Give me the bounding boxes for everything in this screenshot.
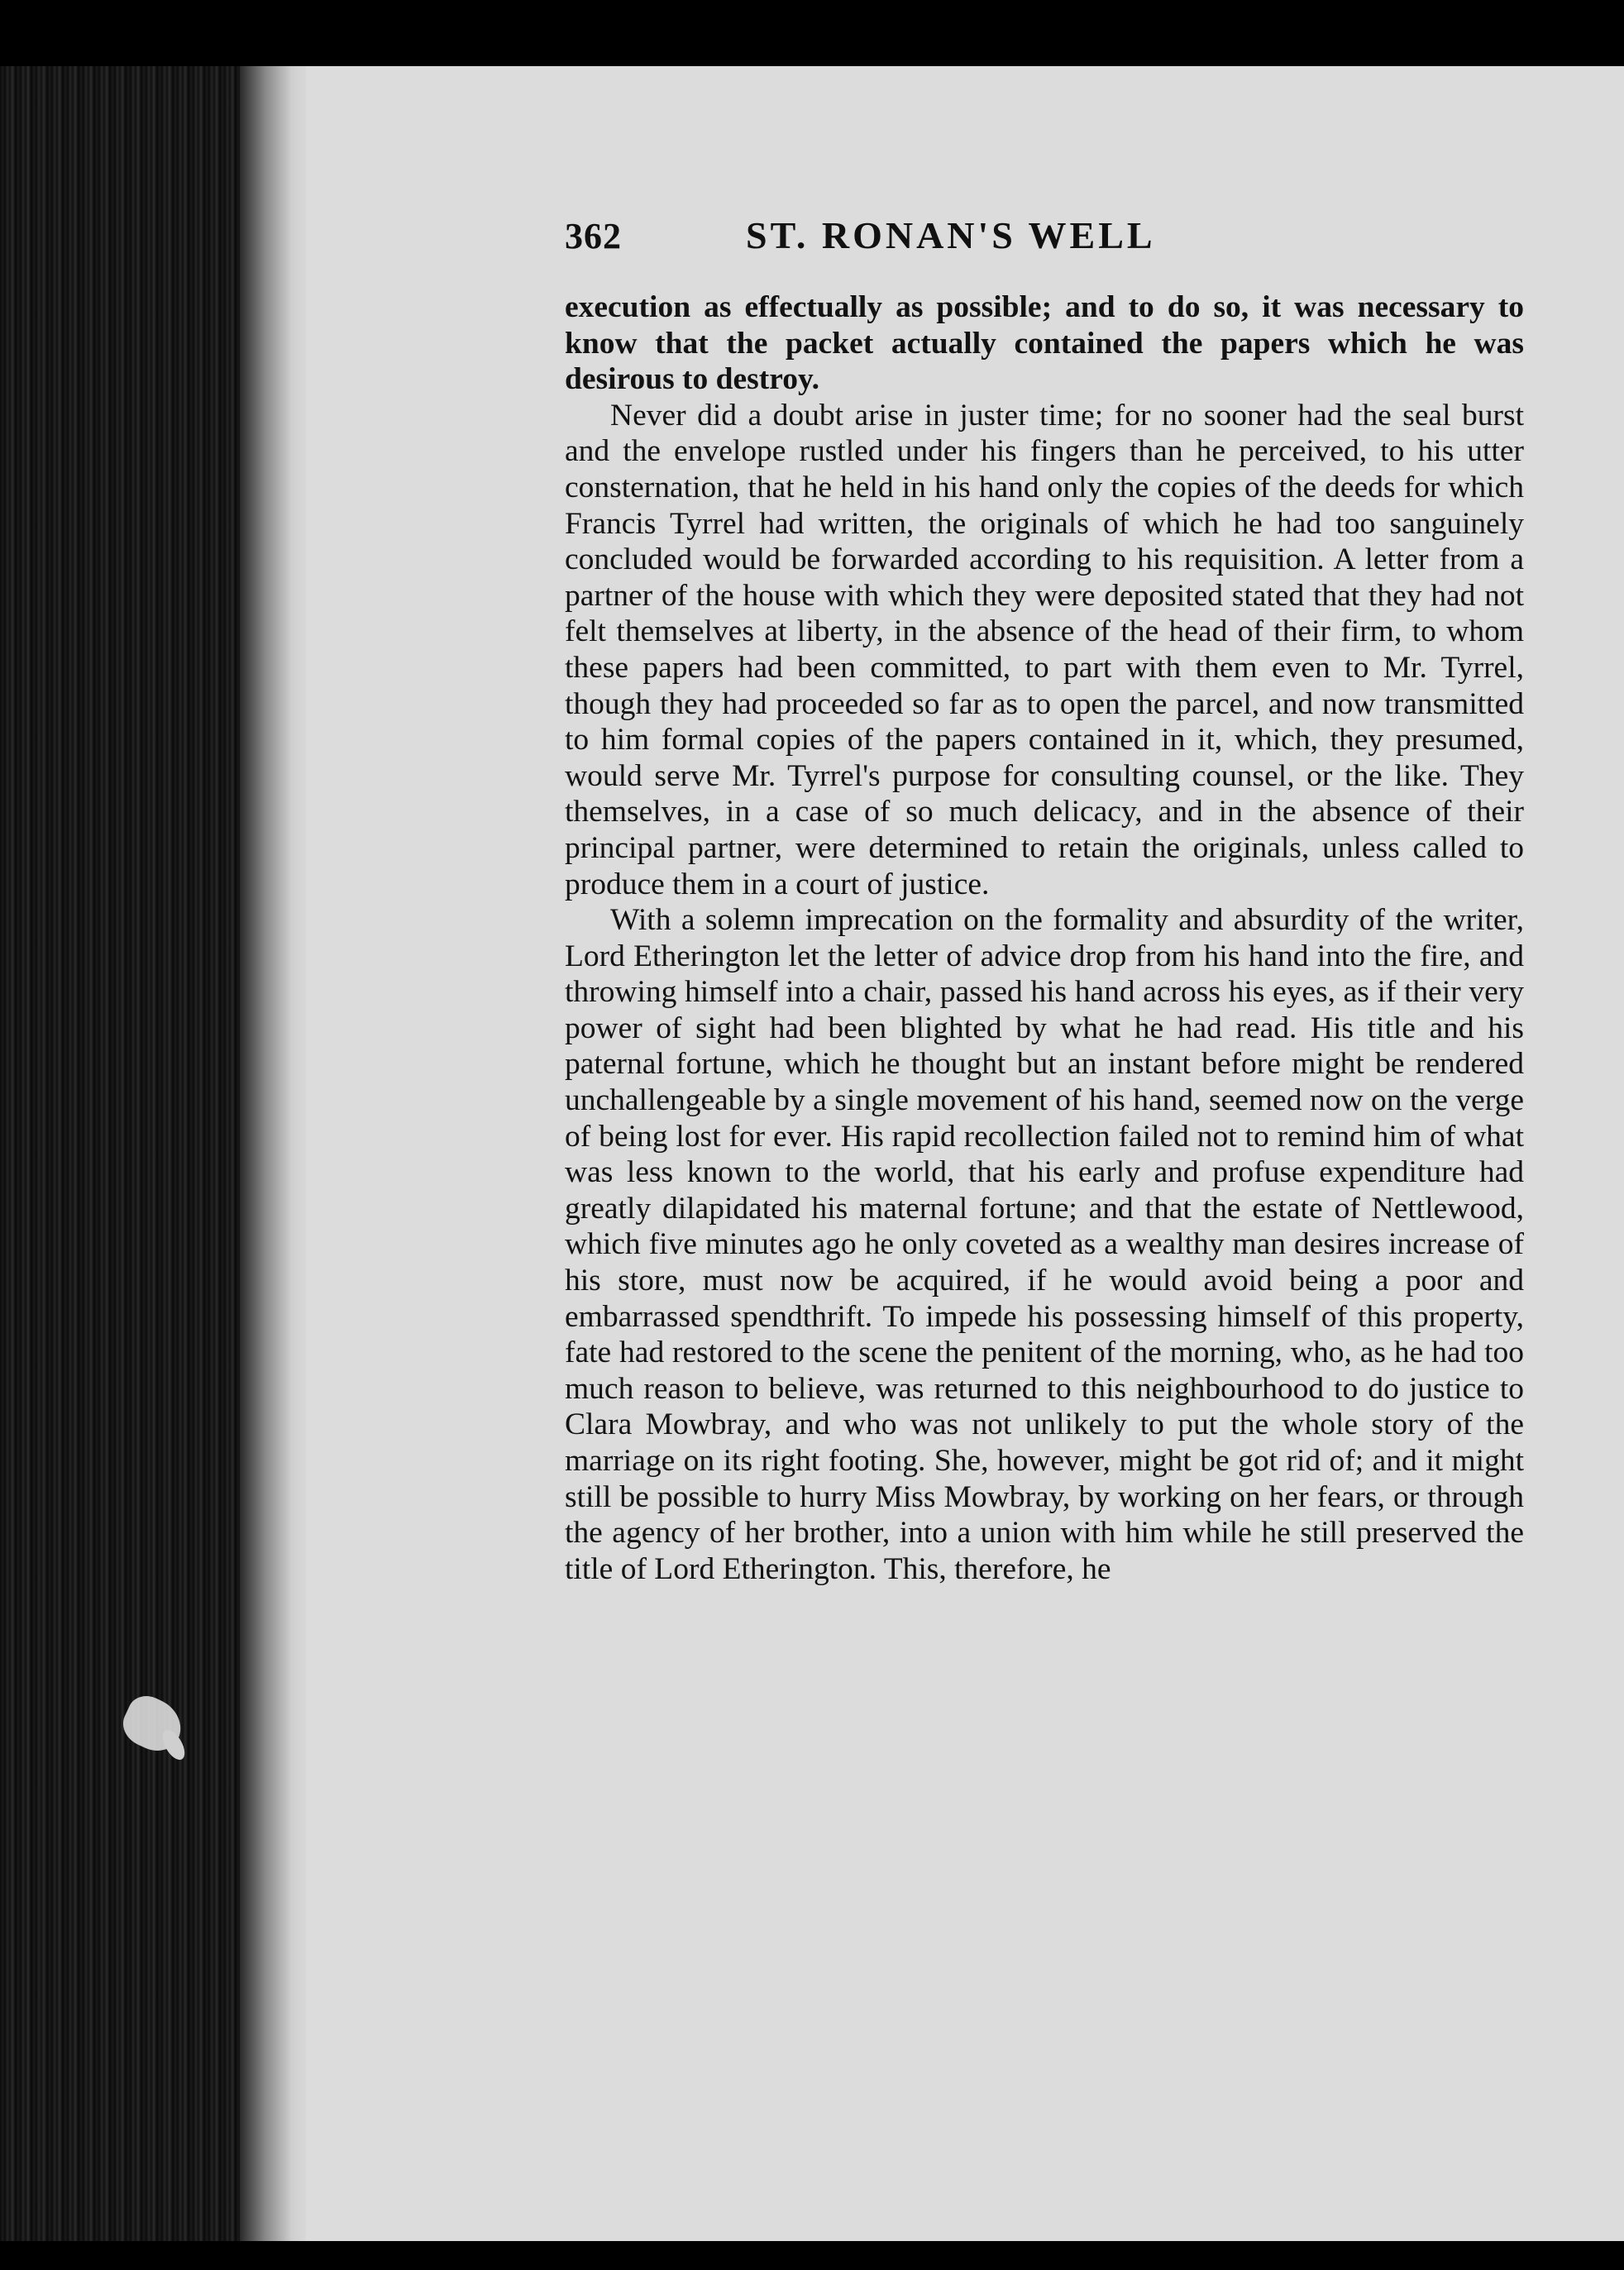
paragraph: Never did a doubt arise in juster time; for no sooner had the seal burst and the envelope rustled under his fingers than he perceived, to his utter consternation, that he held in his hand only the copies of the deeds for which Francis Tyrrel had written, the originals of which he had too sanguinely concluded would be forwarded according to his requisition. A letter from a partner of the house with which they were deposited stated that they had not felt themselves at liberty, in the absence of the head of their firm, to whom these papers had been committed, to part with them even to Mr. Tyrrel, though they had proceeded so far as to open the parcel, and now transmitted to him formal copies of the papers contained in it, which, they presumed, would serve Mr. Tyrrel's purpose for consulting counsel, or the like. They themselves, in a case of so much delicacy, and in the absence of their principal partner, were determined to retain the originals, unless called to produce them in a court of justice. [565, 398, 1524, 901]
body-text [565, 289, 1524, 1587]
book-spine [0, 66, 273, 2241]
paragraph: With a solemn imprecation on the formality and absurdity of the writer, Lord Etherington let the letter of advice drop from his hand into the fire, and throwing himself into a chair, passed his hand across his eyes, as if their very power of sight had been blighted by what he had read. His title and his paternal fortune, which he thought but an instant before might be rendered unchallengeable by a single movement of his hand, seemed now on the verge of being lost for ever. His rapid recollection failed not to remind him of what was less known to the world, that his early and profuse expenditure had greatly dilapidated his maternal fortune; and that the estate of Nettlewood, which five minutes ago he only coveted as a wealthy man desires increase of his store, must now be acquired, if he would avoid being a poor and embarrassed spendthrift. To impede his possessing himself of this property, fate had restored to the scene the penitent of the morning, who, as he had too much reason to believe, was returned to this neighbourhood to do justice to Clara Mowbray, and who was not unlikely to put the whole story of the marriage on its right footing. She, however, might be got rid of; and it might still be possible to hurry Miss Mowbray, by working on her fears, or through the agency of her brother, into a union with him while he still preserved the title of Lord Etherington. This, therefore, he [565, 903, 1524, 1586]
running-title: ST. RONAN'S WELL [746, 214, 1156, 256]
page-header [565, 213, 1524, 271]
page-number: 362 [565, 216, 622, 256]
paragraph-continued: execution as effectually as possible; and to do so, it was necessary to know that the packet actually contained the papers which he was desirous to destroy. [565, 290, 1524, 397]
page-gutter [240, 66, 314, 2241]
